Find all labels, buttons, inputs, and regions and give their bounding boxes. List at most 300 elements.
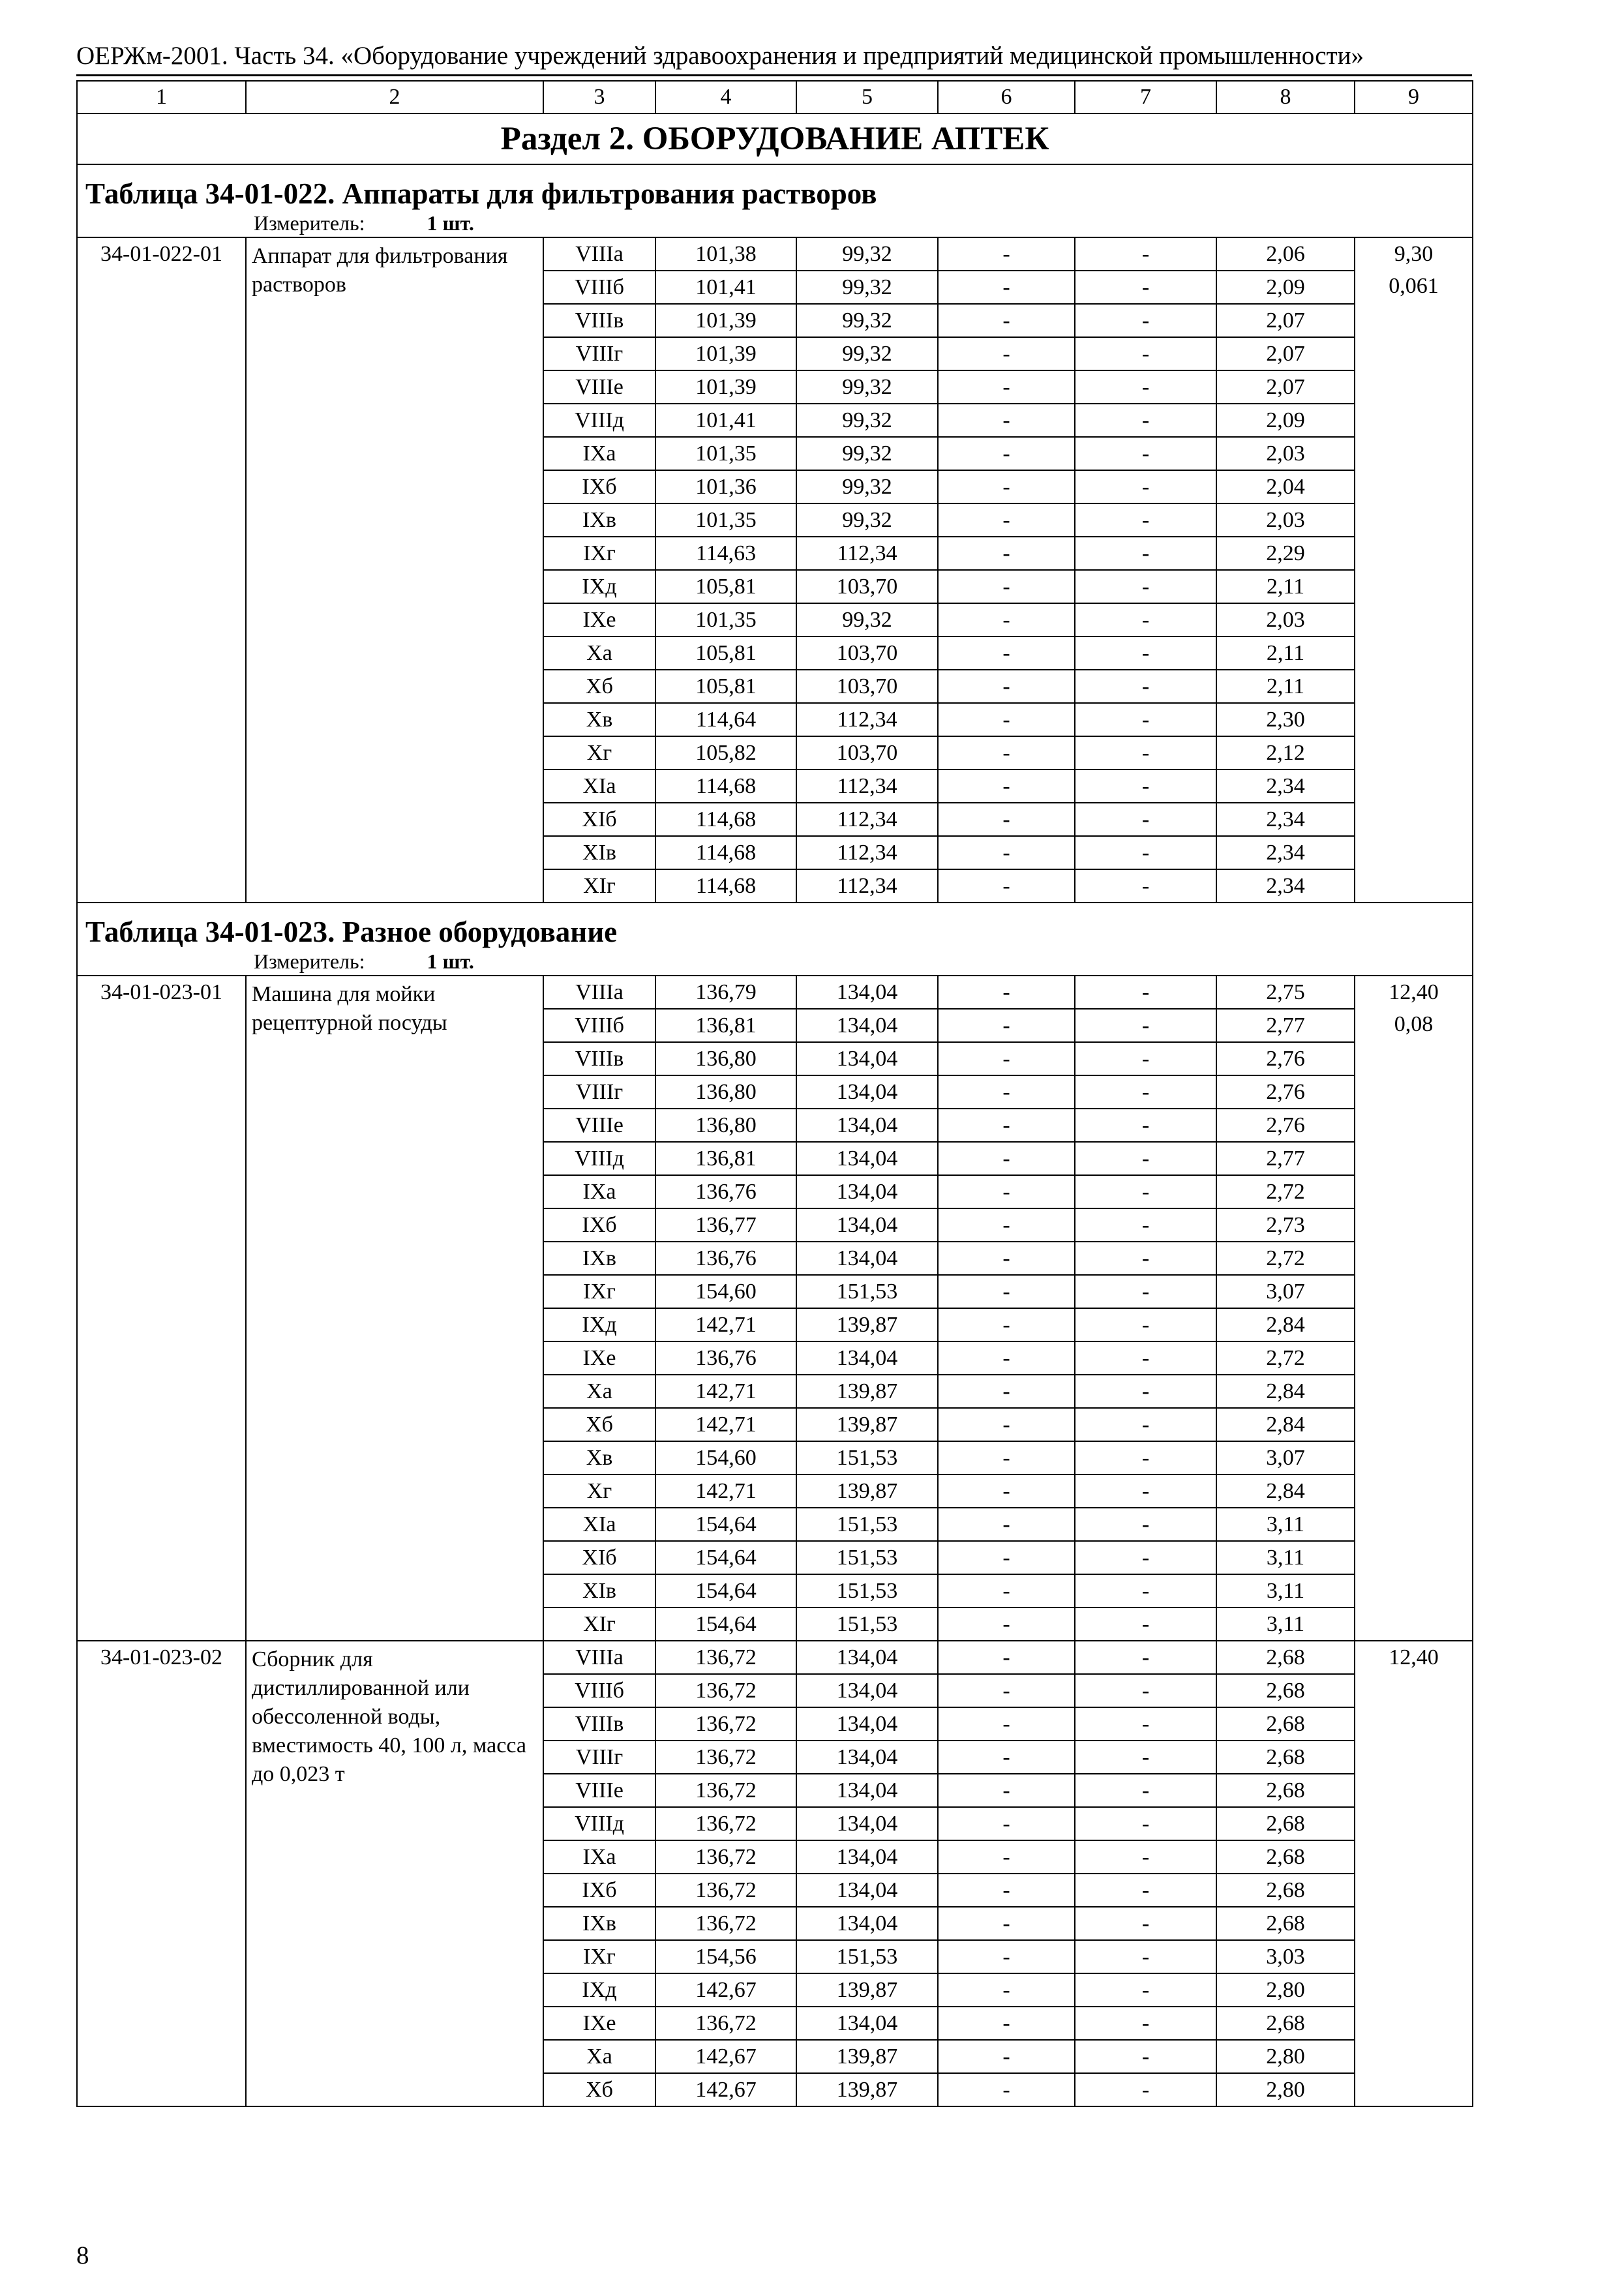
salary-cell: 112,34: [796, 537, 938, 570]
machine-cell: -: [938, 1275, 1075, 1308]
salary-cell: 151,53: [796, 1940, 938, 1973]
driver-cell: -: [1075, 237, 1216, 271]
salary-cell: 134,04: [796, 1874, 938, 1907]
salary-cell: 139,87: [796, 1408, 938, 1441]
total-cost-cell: 136,72: [655, 1807, 796, 1840]
materials-cell: 2,84: [1216, 1308, 1355, 1341]
total-cost-cell: 136,72: [655, 1641, 796, 1674]
materials-cell: 2,75: [1216, 976, 1355, 1009]
labor-value: 0,08: [1394, 1012, 1434, 1036]
total-cost-cell: 101,35: [655, 437, 796, 470]
materials-cell: 2,77: [1216, 1142, 1355, 1175]
driver-cell: -: [1075, 1807, 1216, 1840]
machine-cell: -: [938, 1375, 1075, 1408]
salary-cell: 134,04: [796, 1641, 938, 1674]
salary-cell: 99,32: [796, 503, 938, 537]
zone-cell: XIб: [543, 803, 655, 836]
salary-cell: 134,04: [796, 1840, 938, 1874]
materials-cell: 2,76: [1216, 1075, 1355, 1109]
column-number-row: [77, 81, 1473, 113]
zone-cell: VIIIе: [543, 1774, 655, 1807]
zone-cell: IXе: [543, 1341, 655, 1375]
salary-cell: 139,87: [796, 2073, 938, 2106]
machine-cell: -: [938, 1042, 1075, 1075]
salary-cell: 134,04: [796, 1674, 938, 1707]
zone-cell: Xб: [543, 670, 655, 703]
driver-cell: -: [1075, 1175, 1216, 1208]
measure-row: [77, 211, 1473, 237]
zone-cell: XIв: [543, 1574, 655, 1608]
salary-cell: 139,87: [796, 1474, 938, 1508]
materials-cell: 2,03: [1216, 603, 1355, 636]
materials-cell: 2,68: [1216, 1840, 1355, 1874]
materials-cell: 3,11: [1216, 1508, 1355, 1541]
salary-cell: 134,04: [796, 1075, 938, 1109]
total-cost-cell: 136,77: [655, 1208, 796, 1242]
zone-cell: VIIIд: [543, 404, 655, 437]
column-number: 7: [1075, 81, 1216, 113]
machine-cell: -: [938, 1508, 1075, 1541]
total-cost-cell: 114,68: [655, 770, 796, 803]
machine-cell: -: [938, 2073, 1075, 2106]
total-cost-cell: 114,63: [655, 537, 796, 570]
driver-cell: -: [1075, 1574, 1216, 1608]
machine-cell: -: [938, 1541, 1075, 1574]
total-cost-cell: 114,68: [655, 836, 796, 869]
salary-cell: 112,34: [796, 803, 938, 836]
salary-cell: 151,53: [796, 1275, 938, 1308]
total-cost-cell: 101,39: [655, 337, 796, 370]
table-title: Таблица 34-01-022. Аппараты для фильтрования растворов: [77, 164, 1473, 211]
materials-cell: 2,03: [1216, 503, 1355, 537]
zone-cell: IXб: [543, 1874, 655, 1907]
machine-cell: -: [938, 1807, 1075, 1840]
measure-cell: [77, 211, 1473, 237]
machine-cell: -: [938, 370, 1075, 404]
zone-cell: VIIIд: [543, 1142, 655, 1175]
machine-cell: -: [938, 1441, 1075, 1474]
materials-cell: 2,68: [1216, 1674, 1355, 1707]
driver-cell: -: [1075, 1308, 1216, 1341]
driver-cell: -: [1075, 1009, 1216, 1042]
salary-cell: 139,87: [796, 1308, 938, 1341]
driver-cell: -: [1075, 1275, 1216, 1308]
machine-cell: -: [938, 770, 1075, 803]
driver-cell: -: [1075, 1208, 1216, 1242]
total-cost-cell: 105,81: [655, 670, 796, 703]
driver-cell: -: [1075, 736, 1216, 770]
zone-cell: XIа: [543, 1508, 655, 1541]
driver-cell: -: [1075, 1707, 1216, 1741]
labor-value: 12,40: [1389, 1645, 1439, 1669]
salary-cell: 99,32: [796, 304, 938, 337]
materials-cell: 3,11: [1216, 1574, 1355, 1608]
item-name: Сборник для дистиллированной или обессоленной воды, вместимость 40, 100 л, масса до 0,023 т: [246, 1641, 543, 2106]
total-cost-cell: 105,81: [655, 570, 796, 603]
machine-cell: -: [938, 836, 1075, 869]
machine-cell: -: [938, 1109, 1075, 1142]
machine-cell: -: [938, 1741, 1075, 1774]
driver-cell: -: [1075, 1840, 1216, 1874]
zone-cell: IXд: [543, 1308, 655, 1341]
salary-cell: 103,70: [796, 636, 938, 670]
machine-cell: -: [938, 470, 1075, 503]
materials-cell: 2,07: [1216, 370, 1355, 404]
salary-cell: 139,87: [796, 1973, 938, 2007]
materials-cell: 2,11: [1216, 570, 1355, 603]
zone-cell: XIг: [543, 1608, 655, 1641]
total-cost-cell: 154,64: [655, 1508, 796, 1541]
salary-cell: 151,53: [796, 1574, 938, 1608]
materials-cell: 2,72: [1216, 1175, 1355, 1208]
total-cost-cell: 136,76: [655, 1341, 796, 1375]
driver-cell: -: [1075, 1973, 1216, 2007]
zone-cell: Xв: [543, 1441, 655, 1474]
zone-cell: Xа: [543, 1375, 655, 1408]
machine-cell: -: [938, 803, 1075, 836]
zone-cell: IXа: [543, 1840, 655, 1874]
labor-value: 12,40: [1389, 980, 1439, 1004]
materials-cell: 2,68: [1216, 1774, 1355, 1807]
zone-cell: Xа: [543, 2040, 655, 2073]
driver-cell: -: [1075, 2040, 1216, 2073]
machine-cell: -: [938, 537, 1075, 570]
zone-cell: Xа: [543, 636, 655, 670]
materials-cell: 3,03: [1216, 1940, 1355, 1973]
materials-cell: 2,68: [1216, 1741, 1355, 1774]
salary-cell: 134,04: [796, 2007, 938, 2040]
total-cost-cell: 101,39: [655, 370, 796, 404]
salary-cell: 99,32: [796, 337, 938, 370]
total-cost-cell: 154,56: [655, 1940, 796, 1973]
salary-cell: 112,34: [796, 869, 938, 903]
total-cost-cell: 136,79: [655, 976, 796, 1009]
salary-cell: 134,04: [796, 1109, 938, 1142]
materials-cell: 2,11: [1216, 670, 1355, 703]
driver-cell: -: [1075, 636, 1216, 670]
driver-cell: -: [1075, 537, 1216, 570]
driver-cell: -: [1075, 337, 1216, 370]
salary-cell: 151,53: [796, 1541, 938, 1574]
driver-cell: -: [1075, 1907, 1216, 1940]
salary-cell: 112,34: [796, 836, 938, 869]
zone-cell: IXд: [543, 1973, 655, 2007]
machine-cell: -: [938, 1574, 1075, 1608]
zone-cell: VIIIг: [543, 1075, 655, 1109]
machine-cell: -: [938, 1242, 1075, 1275]
table-row: [77, 1641, 1473, 1674]
machine-cell: -: [938, 1142, 1075, 1175]
total-cost-cell: 105,82: [655, 736, 796, 770]
materials-cell: 2,03: [1216, 437, 1355, 470]
machine-cell: -: [938, 1009, 1075, 1042]
driver-cell: -: [1075, 1474, 1216, 1508]
machine-cell: -: [938, 1907, 1075, 1940]
zone-cell: VIIIа: [543, 1641, 655, 1674]
salary-cell: 134,04: [796, 1208, 938, 1242]
total-cost-cell: 101,41: [655, 404, 796, 437]
salary-cell: 112,34: [796, 703, 938, 736]
materials-cell: 2,72: [1216, 1341, 1355, 1375]
zone-cell: IXб: [543, 1208, 655, 1242]
labor-cost-cell: [1355, 976, 1473, 1641]
driver-cell: -: [1075, 404, 1216, 437]
driver-cell: -: [1075, 603, 1216, 636]
zone-cell: VIIIе: [543, 1109, 655, 1142]
materials-cell: 2,84: [1216, 1375, 1355, 1408]
driver-cell: -: [1075, 803, 1216, 836]
total-cost-cell: 136,72: [655, 1907, 796, 1940]
total-cost-cell: 142,71: [655, 1375, 796, 1408]
materials-cell: 2,04: [1216, 470, 1355, 503]
total-cost-cell: 142,67: [655, 2040, 796, 2073]
materials-cell: 2,11: [1216, 636, 1355, 670]
zone-cell: IXа: [543, 1175, 655, 1208]
materials-cell: 3,11: [1216, 1541, 1355, 1574]
column-number: 3: [543, 81, 655, 113]
salary-cell: 99,32: [796, 271, 938, 304]
machine-cell: -: [938, 2007, 1075, 2040]
rates-table: [76, 80, 1473, 2107]
machine-cell: -: [938, 1308, 1075, 1341]
running-header: ОЕРЖм-2001. Часть 34. «Оборудование учреждений здравоохранения и предприятий медицинской промышленности»: [76, 42, 1364, 70]
machine-cell: -: [938, 337, 1075, 370]
measure-value: 1 шт.: [427, 949, 474, 973]
zone-cell: IXа: [543, 437, 655, 470]
total-cost-cell: 136,81: [655, 1142, 796, 1175]
materials-cell: 2,76: [1216, 1042, 1355, 1075]
zone-cell: VIIIв: [543, 1042, 655, 1075]
zone-cell: Xв: [543, 703, 655, 736]
total-cost-cell: 136,81: [655, 1009, 796, 1042]
driver-cell: -: [1075, 1408, 1216, 1441]
total-cost-cell: 136,72: [655, 1674, 796, 1707]
driver-cell: -: [1075, 1242, 1216, 1275]
total-cost-cell: 154,64: [655, 1541, 796, 1574]
column-number: 9: [1355, 81, 1473, 113]
rate-code: 34-01-023-01: [77, 976, 246, 1641]
materials-cell: 2,68: [1216, 1641, 1355, 1674]
machine-cell: -: [938, 869, 1075, 903]
column-number: 1: [77, 81, 246, 113]
driver-cell: -: [1075, 1674, 1216, 1707]
materials-cell: 2,06: [1216, 237, 1355, 271]
labor-cost-cell: [1355, 237, 1473, 903]
machine-cell: -: [938, 437, 1075, 470]
zone-cell: VIIIе: [543, 370, 655, 404]
machine-cell: -: [938, 1973, 1075, 2007]
salary-cell: 134,04: [796, 1042, 938, 1075]
materials-cell: 2,68: [1216, 1707, 1355, 1741]
materials-cell: 2,80: [1216, 2040, 1355, 2073]
machine-cell: -: [938, 1840, 1075, 1874]
total-cost-cell: 136,72: [655, 1840, 796, 1874]
total-cost-cell: 142,67: [655, 1973, 796, 2007]
machine-cell: -: [938, 1707, 1075, 1741]
salary-cell: 151,53: [796, 1441, 938, 1474]
measure-value: 1 шт.: [427, 211, 474, 235]
table-title-row: [77, 164, 1473, 211]
machine-cell: -: [938, 1608, 1075, 1641]
column-number: 5: [796, 81, 938, 113]
driver-cell: -: [1075, 1109, 1216, 1142]
salary-cell: 139,87: [796, 2040, 938, 2073]
total-cost-cell: 114,68: [655, 869, 796, 903]
salary-cell: 99,32: [796, 404, 938, 437]
zone-cell: IXг: [543, 1940, 655, 1973]
materials-cell: 2,34: [1216, 770, 1355, 803]
zone-cell: XIб: [543, 1541, 655, 1574]
column-number: 8: [1216, 81, 1355, 113]
machine-cell: -: [938, 271, 1075, 304]
zone-cell: VIIIб: [543, 1674, 655, 1707]
driver-cell: -: [1075, 271, 1216, 304]
salary-cell: 134,04: [796, 1142, 938, 1175]
column-number: 2: [246, 81, 543, 113]
total-cost-cell: 136,80: [655, 1075, 796, 1109]
salary-cell: 134,04: [796, 1175, 938, 1208]
driver-cell: -: [1075, 1541, 1216, 1574]
item-name: Машина для мойки рецептурной посуды: [246, 976, 543, 1641]
driver-cell: -: [1075, 976, 1216, 1009]
driver-cell: -: [1075, 437, 1216, 470]
total-cost-cell: 142,71: [655, 1308, 796, 1341]
machine-cell: -: [938, 1940, 1075, 1973]
total-cost-cell: 101,41: [655, 271, 796, 304]
machine-cell: -: [938, 1075, 1075, 1109]
materials-cell: 2,34: [1216, 869, 1355, 903]
total-cost-cell: 142,67: [655, 2073, 796, 2106]
machine-cell: -: [938, 736, 1075, 770]
total-cost-cell: 136,72: [655, 2007, 796, 2040]
materials-cell: 2,34: [1216, 803, 1355, 836]
salary-cell: 134,04: [796, 1009, 938, 1042]
driver-cell: -: [1075, 703, 1216, 736]
driver-cell: -: [1075, 1508, 1216, 1541]
zone-cell: VIIIд: [543, 1807, 655, 1840]
materials-cell: 2,68: [1216, 1807, 1355, 1840]
total-cost-cell: 101,35: [655, 603, 796, 636]
measure-label: Измеритель:: [254, 211, 365, 235]
total-cost-cell: 136,72: [655, 1741, 796, 1774]
section-title: Раздел 2. ОБОРУДОВАНИЕ АПТЕК: [77, 113, 1473, 164]
total-cost-cell: 101,35: [655, 503, 796, 537]
salary-cell: 99,32: [796, 470, 938, 503]
total-cost-cell: 142,71: [655, 1474, 796, 1508]
materials-cell: 2,12: [1216, 736, 1355, 770]
salary-cell: 139,87: [796, 1375, 938, 1408]
machine-cell: -: [938, 1408, 1075, 1441]
materials-cell: 2,77: [1216, 1009, 1355, 1042]
labor-value: 9,30: [1394, 242, 1434, 266]
measure-row: [77, 949, 1473, 976]
materials-cell: 3,11: [1216, 1608, 1355, 1641]
materials-cell: 2,29: [1216, 537, 1355, 570]
driver-cell: -: [1075, 1375, 1216, 1408]
salary-cell: 99,32: [796, 603, 938, 636]
zone-cell: IXг: [543, 537, 655, 570]
driver-cell: -: [1075, 1142, 1216, 1175]
zone-cell: IXг: [543, 1275, 655, 1308]
materials-cell: 2,34: [1216, 836, 1355, 869]
driver-cell: -: [1075, 1441, 1216, 1474]
materials-cell: 2,80: [1216, 1973, 1355, 2007]
machine-cell: -: [938, 1874, 1075, 1907]
salary-cell: 151,53: [796, 1508, 938, 1541]
zone-cell: VIIIа: [543, 976, 655, 1009]
driver-cell: -: [1075, 503, 1216, 537]
zone-cell: Xг: [543, 736, 655, 770]
driver-cell: -: [1075, 570, 1216, 603]
machine-cell: -: [938, 1641, 1075, 1674]
measure-label: Измеритель:: [254, 949, 365, 973]
driver-cell: -: [1075, 304, 1216, 337]
header-rule: [76, 74, 1472, 76]
rate-code: 34-01-022-01: [77, 237, 246, 903]
zone-cell: VIIIг: [543, 1741, 655, 1774]
driver-cell: -: [1075, 1774, 1216, 1807]
machine-cell: -: [938, 1474, 1075, 1508]
table-row: [77, 976, 1473, 1009]
zone-cell: IXб: [543, 470, 655, 503]
salary-cell: 103,70: [796, 736, 938, 770]
machine-cell: -: [938, 1175, 1075, 1208]
machine-cell: -: [938, 976, 1075, 1009]
total-cost-cell: 136,76: [655, 1242, 796, 1275]
machine-cell: -: [938, 703, 1075, 736]
materials-cell: 2,68: [1216, 1874, 1355, 1907]
machine-cell: -: [938, 603, 1075, 636]
total-cost-cell: 154,60: [655, 1441, 796, 1474]
salary-cell: 134,04: [796, 1341, 938, 1375]
driver-cell: -: [1075, 470, 1216, 503]
salary-cell: 134,04: [796, 976, 938, 1009]
table-row: [77, 237, 1473, 271]
zone-cell: Xб: [543, 1408, 655, 1441]
zone-cell: IXд: [543, 570, 655, 603]
zone-cell: IXв: [543, 1242, 655, 1275]
zone-cell: Xб: [543, 2073, 655, 2106]
driver-cell: -: [1075, 1075, 1216, 1109]
materials-cell: 2,68: [1216, 2007, 1355, 2040]
driver-cell: -: [1075, 770, 1216, 803]
machine-cell: -: [938, 237, 1075, 271]
column-number: 4: [655, 81, 796, 113]
total-cost-cell: 154,64: [655, 1608, 796, 1641]
materials-cell: 2,73: [1216, 1208, 1355, 1242]
salary-cell: 99,32: [796, 437, 938, 470]
labor-value: 0,061: [1389, 274, 1439, 298]
machine-cell: -: [938, 636, 1075, 670]
materials-cell: 2,07: [1216, 304, 1355, 337]
total-cost-cell: 136,72: [655, 1707, 796, 1741]
total-cost-cell: 101,36: [655, 470, 796, 503]
machine-cell: -: [938, 2040, 1075, 2073]
zone-cell: Xг: [543, 1474, 655, 1508]
measure-cell: [77, 949, 1473, 976]
driver-cell: -: [1075, 370, 1216, 404]
salary-cell: 134,04: [796, 1807, 938, 1840]
total-cost-cell: 136,72: [655, 1774, 796, 1807]
machine-cell: -: [938, 503, 1075, 537]
driver-cell: -: [1075, 1042, 1216, 1075]
driver-cell: -: [1075, 2073, 1216, 2106]
driver-cell: -: [1075, 670, 1216, 703]
total-cost-cell: 114,68: [655, 803, 796, 836]
machine-cell: -: [938, 1774, 1075, 1807]
salary-cell: 103,70: [796, 570, 938, 603]
zone-cell: VIIIа: [543, 237, 655, 271]
